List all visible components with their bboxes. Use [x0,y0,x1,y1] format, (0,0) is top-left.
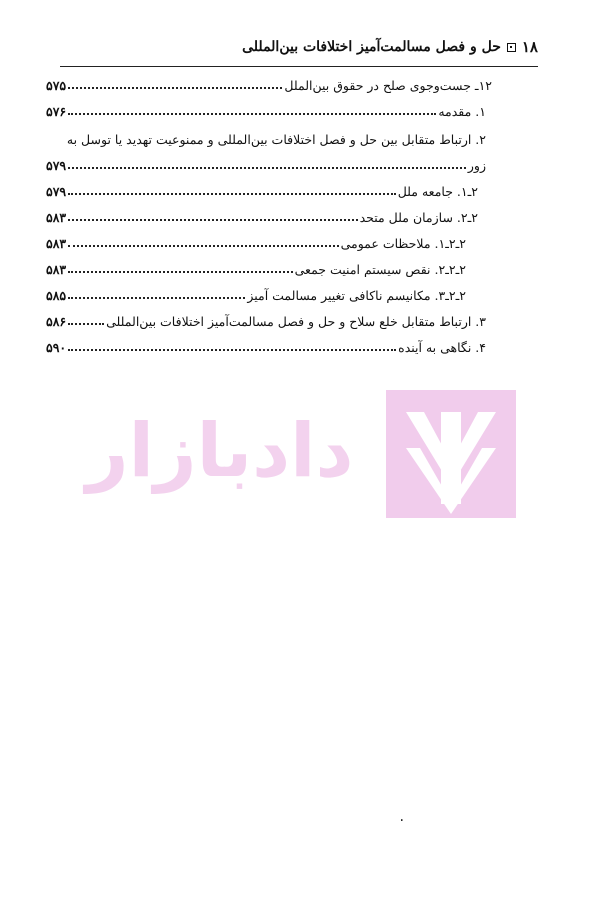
leader-dots [68,218,357,221]
toc-entry-page: ۵۷۹ [46,184,67,199]
toc-entry-page: ۵۸۳ [46,210,67,225]
toc-entry-page: ۵۸۶ [46,314,67,329]
toc-entry-title: ۳. ارتباط متقابل خلع سلاح و حل و فصل مسالمت‌آمیز اختلافات بین‌المللی [106,314,486,329]
running-header [60,36,538,58]
leader-dots [68,166,466,169]
toc-entry-title: ۲ـ۲. سازمان ملل متحد [359,210,478,225]
toc-entry [46,104,486,119]
toc-entry-page: ۵۷۶ [46,104,67,119]
toc-entry [46,78,492,93]
toc-entry [46,340,486,355]
leader-dots [68,296,245,299]
leader-dots [68,192,396,195]
toc-entry-continuation: زور [467,158,486,173]
square-bullet-icon [507,43,516,52]
header-title: حل و فصل مسالمت‌آمیز اختلافات بین‌المللی [242,39,501,55]
toc-entry-title: ۲ـ۱. جامعه ملل [397,184,478,199]
toc-entry-page: ۵۹۰ [46,340,67,355]
header-rule [60,66,538,67]
toc-entry [46,210,478,225]
toc-entry-page: ۵۷۵ [46,78,67,93]
toc-entry [46,314,486,329]
watermark-logo [386,390,516,518]
toc-entry-page: ۵۸۵ [46,288,67,303]
toc-entry-page: ۵۷۹ [46,158,67,173]
footer-mark: ۰ [398,812,406,828]
toc-entry [46,184,478,199]
leader-dots [68,244,338,247]
toc-entry-title: ۲ـ۲ـ۱. ملاحظات عمومی [340,236,466,251]
leader-dots [68,270,292,273]
leader-dots [68,348,396,351]
toc-entry-title: ۲ـ۲ـ۲. نقص سیستم امنیت جمعی [294,262,466,277]
watermark-text: دادبازار [86,408,354,494]
leader-dots [68,112,436,115]
watermark [86,390,516,520]
toc-entry-wrapped-line: ۲. ارتباط متقابل بین حل و فصل اختلافات بین‌المللی و ممنوعیت تهدید یا توسل به [66,132,486,147]
leader-dots [68,322,104,325]
toc-entry [46,158,486,173]
toc-entry-title: ۴. نگاهی به آینده [398,340,486,355]
toc-entry-title: ۲ـ۲ـ۳. مکانیسم ناکافی تغییر مسالمت آمیز [247,288,466,303]
toc-entry-title: ۱. مقدمه [438,104,486,119]
toc-entry [46,236,466,251]
toc-entry [46,288,466,303]
toc-entry [46,262,466,277]
toc-entry-title: ۱۲ـ جست‌وجوی صلح در حقوق بین‌الملل [284,78,492,93]
header-page-number: ۱۸ [521,38,538,56]
leader-dots [68,86,282,89]
toc-entry-page: ۵۸۳ [46,236,67,251]
toc-entry-page: ۵۸۳ [46,262,67,277]
